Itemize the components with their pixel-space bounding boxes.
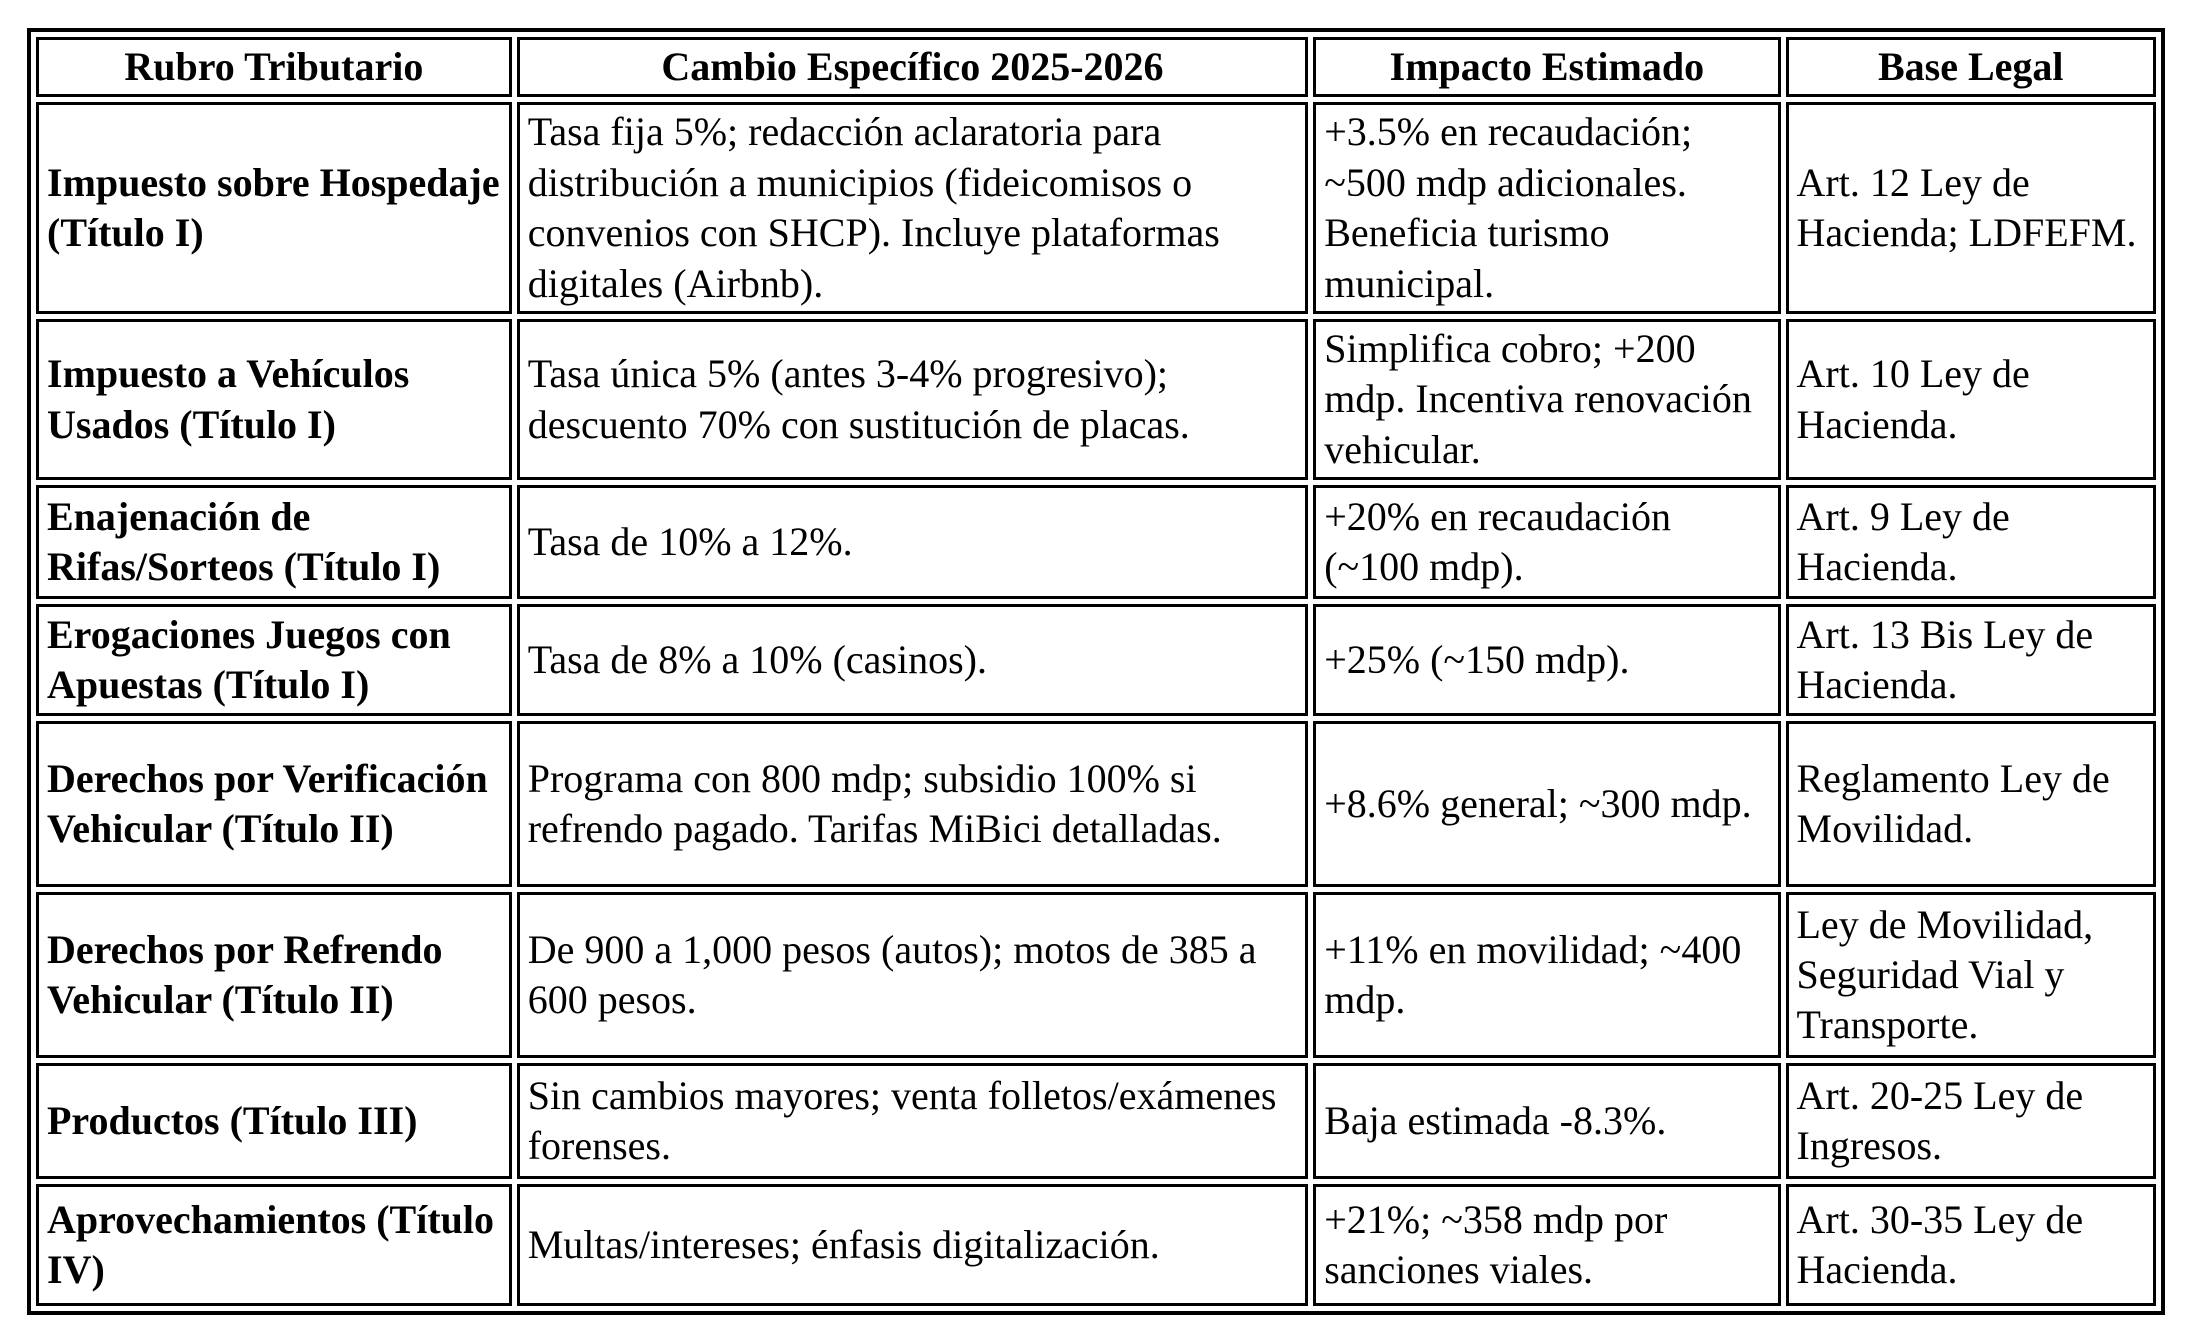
cell-cambio: Sin cambios mayores; venta folletos/exámenes forenses. — [517, 1063, 1308, 1179]
tax-changes-table — [27, 28, 2165, 1315]
table-row — [36, 892, 2156, 1058]
header-cell-base: Base Legal — [1786, 37, 2157, 97]
cell-impacto: +8.6% general; ~300 mdp. — [1313, 721, 1780, 887]
cell-impacto: Baja estimada -8.3%. — [1313, 1063, 1780, 1179]
cell-cambio: De 900 a 1,000 pesos (autos); motos de 385 a 600 pesos. — [517, 892, 1308, 1058]
header-cell-impacto: Impacto Estimado — [1313, 37, 1780, 97]
cell-rubro: Erogaciones Juegos con Apuestas (Título I) — [36, 604, 512, 716]
cell-base: Art. 10 Ley de Hacienda. — [1786, 319, 2157, 480]
table-row — [36, 102, 2156, 314]
cell-base: Reglamento Ley de Movilidad. — [1786, 721, 2157, 887]
cell-rubro: Derechos por Verificación Vehicular (Título II) — [36, 721, 512, 887]
table-row — [36, 319, 2156, 480]
cell-base: Art. 12 Ley de Hacienda; LDFEFM. — [1786, 102, 2157, 314]
header-cell-cambio: Cambio Específico 2025-2026 — [517, 37, 1308, 97]
table-row — [36, 485, 2156, 599]
table-row — [36, 721, 2156, 887]
header-cell-rubro: Rubro Tributario — [36, 37, 512, 97]
cell-cambio: Multas/intereses; énfasis digitalización. — [517, 1184, 1308, 1306]
cell-base: Art. 9 Ley de Hacienda. — [1786, 485, 2157, 599]
cell-rubro: Enajenación de Rifas/Sorteos (Título I) — [36, 485, 512, 599]
cell-base: Art. 13 Bis Ley de Hacienda. — [1786, 604, 2157, 716]
cell-cambio: Tasa única 5% (antes 3-4% progresivo); descuento 70% con sustitución de placas. — [517, 319, 1308, 480]
cell-rubro: Productos (Título III) — [36, 1063, 512, 1179]
cell-impacto: +3.5% en recaudación; ~500 mdp adicionales. Beneficia turismo municipal. — [1313, 102, 1780, 314]
table-row — [36, 1063, 2156, 1179]
cell-rubro: Impuesto sobre Hospedaje (Título I) — [36, 102, 512, 314]
cell-impacto: +20% en recaudación (~100 mdp). — [1313, 485, 1780, 599]
cell-impacto: +11% en movilidad; ~400 mdp. — [1313, 892, 1780, 1058]
cell-cambio: Programa con 800 mdp; subsidio 100% si refrendo pagado. Tarifas MiBici detalladas. — [517, 721, 1308, 887]
cell-rubro: Impuesto a Vehículos Usados (Título I) — [36, 319, 512, 480]
cell-cambio: Tasa de 8% a 10% (casinos). — [517, 604, 1308, 716]
table-row — [36, 604, 2156, 716]
cell-rubro: Derechos por Refrendo Vehicular (Título II) — [36, 892, 512, 1058]
table-row — [36, 1184, 2156, 1306]
cell-cambio: Tasa de 10% a 12%. — [517, 485, 1308, 599]
cell-base: Art. 30-35 Ley de Hacienda. — [1786, 1184, 2157, 1306]
cell-base: Ley de Movilidad, Seguridad Vial y Transporte. — [1786, 892, 2157, 1058]
cell-impacto: Simplifica cobro; +200 mdp. Incentiva renovación vehicular. — [1313, 319, 1780, 480]
cell-cambio: Tasa fija 5%; redacción aclaratoria para distribución a municipios (fideicomisos o convenios con SHCP). Incluye plataformas digitales (Airbnb). — [517, 102, 1308, 314]
cell-rubro: Aprovechamientos (Título IV) — [36, 1184, 512, 1306]
cell-base: Art. 20-25 Ley de Ingresos. — [1786, 1063, 2157, 1179]
header-row — [36, 37, 2156, 97]
cell-impacto: +21%; ~358 mdp por sanciones viales. — [1313, 1184, 1780, 1306]
cell-impacto: +25% (~150 mdp). — [1313, 604, 1780, 716]
